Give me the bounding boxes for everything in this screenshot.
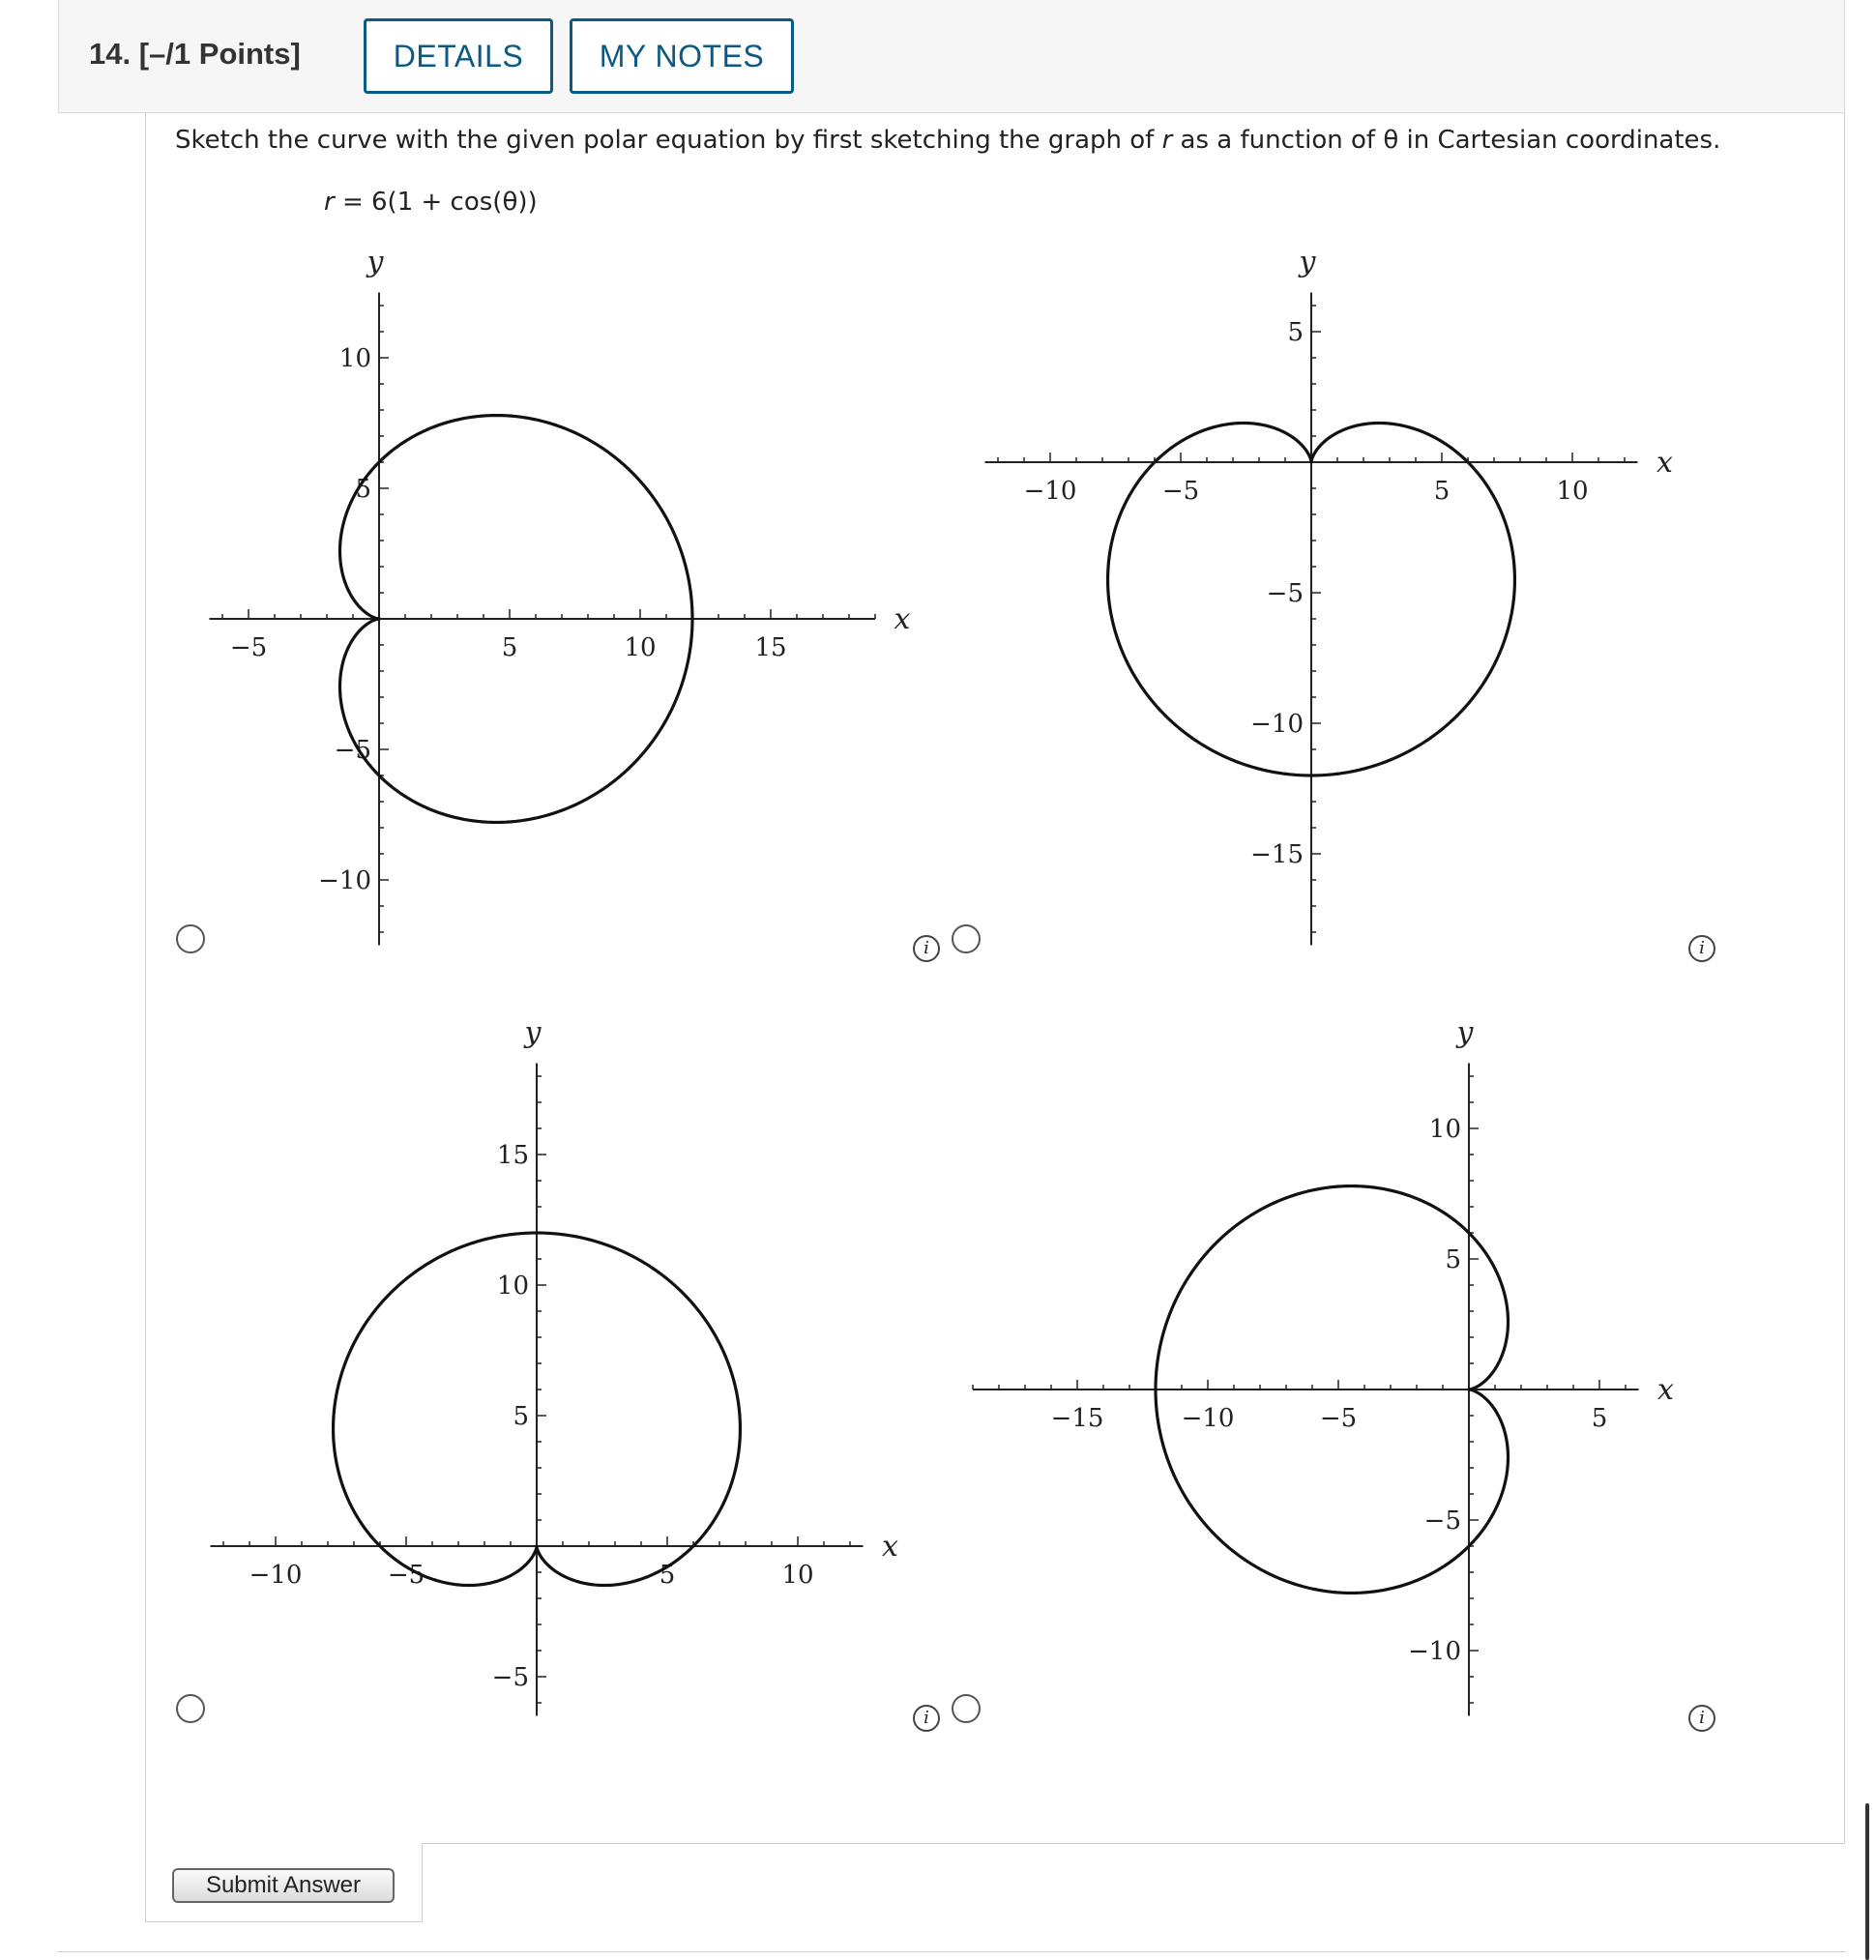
option-1-y-tick-label: −10 [318,866,371,895]
option-3-y-tick-label: −5 [491,1663,529,1692]
theta-symbol: θ [1383,126,1399,155]
details-button[interactable]: DETAILS [364,18,553,94]
option-1-info-icon[interactable]: i [913,935,940,962]
option-3-info-icon[interactable]: i [913,1705,940,1732]
option-2-y-tick-label: 5 [1287,318,1304,347]
option-4-y-tick-label: 5 [1445,1245,1461,1274]
option-3-x-tick-label: 5 [659,1561,676,1590]
option-3-x-tick-label: −10 [249,1561,303,1590]
option-4-info-icon[interactable]: i [1688,1705,1715,1732]
option-4-y-tick-label: −5 [1423,1507,1461,1536]
scrollbar-thumb[interactable] [1865,1803,1869,1960]
prompt-text: Sketch the curve with the given polar equation by first sketching the graph of [175,126,1162,155]
option-3-y-tick-label: 15 [496,1141,529,1170]
prompt-text-end: in Cartesian coordinates. [1398,126,1721,155]
option-4-x-tick-label: −10 [1181,1404,1235,1433]
option-2-radio[interactable] [952,924,981,953]
option-3-y-tick-label: 5 [513,1402,529,1431]
option-2-x-tick-label: 10 [1556,477,1589,506]
option-4-x-tick-label: 5 [1591,1404,1608,1433]
option-3-radio[interactable] [176,1694,205,1723]
next-question-border [58,1951,1845,1952]
option-2-y-tick-label: −15 [1250,840,1304,869]
option-2-y-axis-label: y [1299,245,1316,279]
option-4-y-tick-label: 10 [1428,1115,1461,1144]
option-1-x-tick-label: −5 [229,633,268,662]
prompt-text-middle: as a function of [1172,126,1384,155]
option-3-x-tick-label: −5 [387,1561,425,1590]
my-notes-button[interactable]: MY NOTES [570,18,794,94]
option-2-x-tick-label: 5 [1433,477,1451,506]
equation-lhs: r [324,188,335,217]
option-2-y-tick-label: −10 [1250,710,1304,739]
option-4-x-tick-label: −15 [1050,1404,1104,1433]
option-3-y-axis-label: y [524,1015,542,1050]
option-1-y-axis-label: y [366,245,384,279]
option-2-x-tick-label: −10 [1023,477,1077,506]
option-2-x-tick-label: −5 [1161,477,1200,506]
option-4-radio[interactable] [952,1694,981,1723]
option-1-x-tick-label: 5 [501,633,518,662]
option-3-x-tick-label: 10 [781,1561,814,1590]
option-1-x-axis-label: x [894,602,911,636]
option-2-y-tick-label: −5 [1266,579,1304,608]
r-symbol: r [1161,126,1173,155]
option-1-x-tick-label: 10 [624,633,657,662]
option-1-radio[interactable] [176,924,205,953]
option-3-x-axis-label: x [882,1530,898,1564]
submit-answer-button[interactable]: Submit Answer [172,1868,395,1903]
option-2-info-icon[interactable]: i [1688,935,1715,962]
option-4-x-tick-label: −5 [1319,1404,1358,1433]
option-2-x-axis-label: x [1656,446,1673,480]
option-4-y-tick-label: −10 [1408,1637,1461,1666]
points-label: [–/1 Points] [138,37,301,71]
equation-rhs: = 6(1 + cos(θ)) [334,188,538,217]
question-number: 14. [89,37,132,71]
option-4-y-axis-label: y [1456,1015,1474,1050]
option-4-x-axis-label: x [1657,1373,1674,1407]
option-3-y-tick-label: 10 [496,1272,529,1301]
option-1-y-tick-label: 5 [355,475,371,504]
option-1-x-tick-label: 15 [754,633,787,662]
option-1-y-tick-label: 10 [338,344,371,373]
option-1-y-tick-label: −5 [334,736,371,765]
